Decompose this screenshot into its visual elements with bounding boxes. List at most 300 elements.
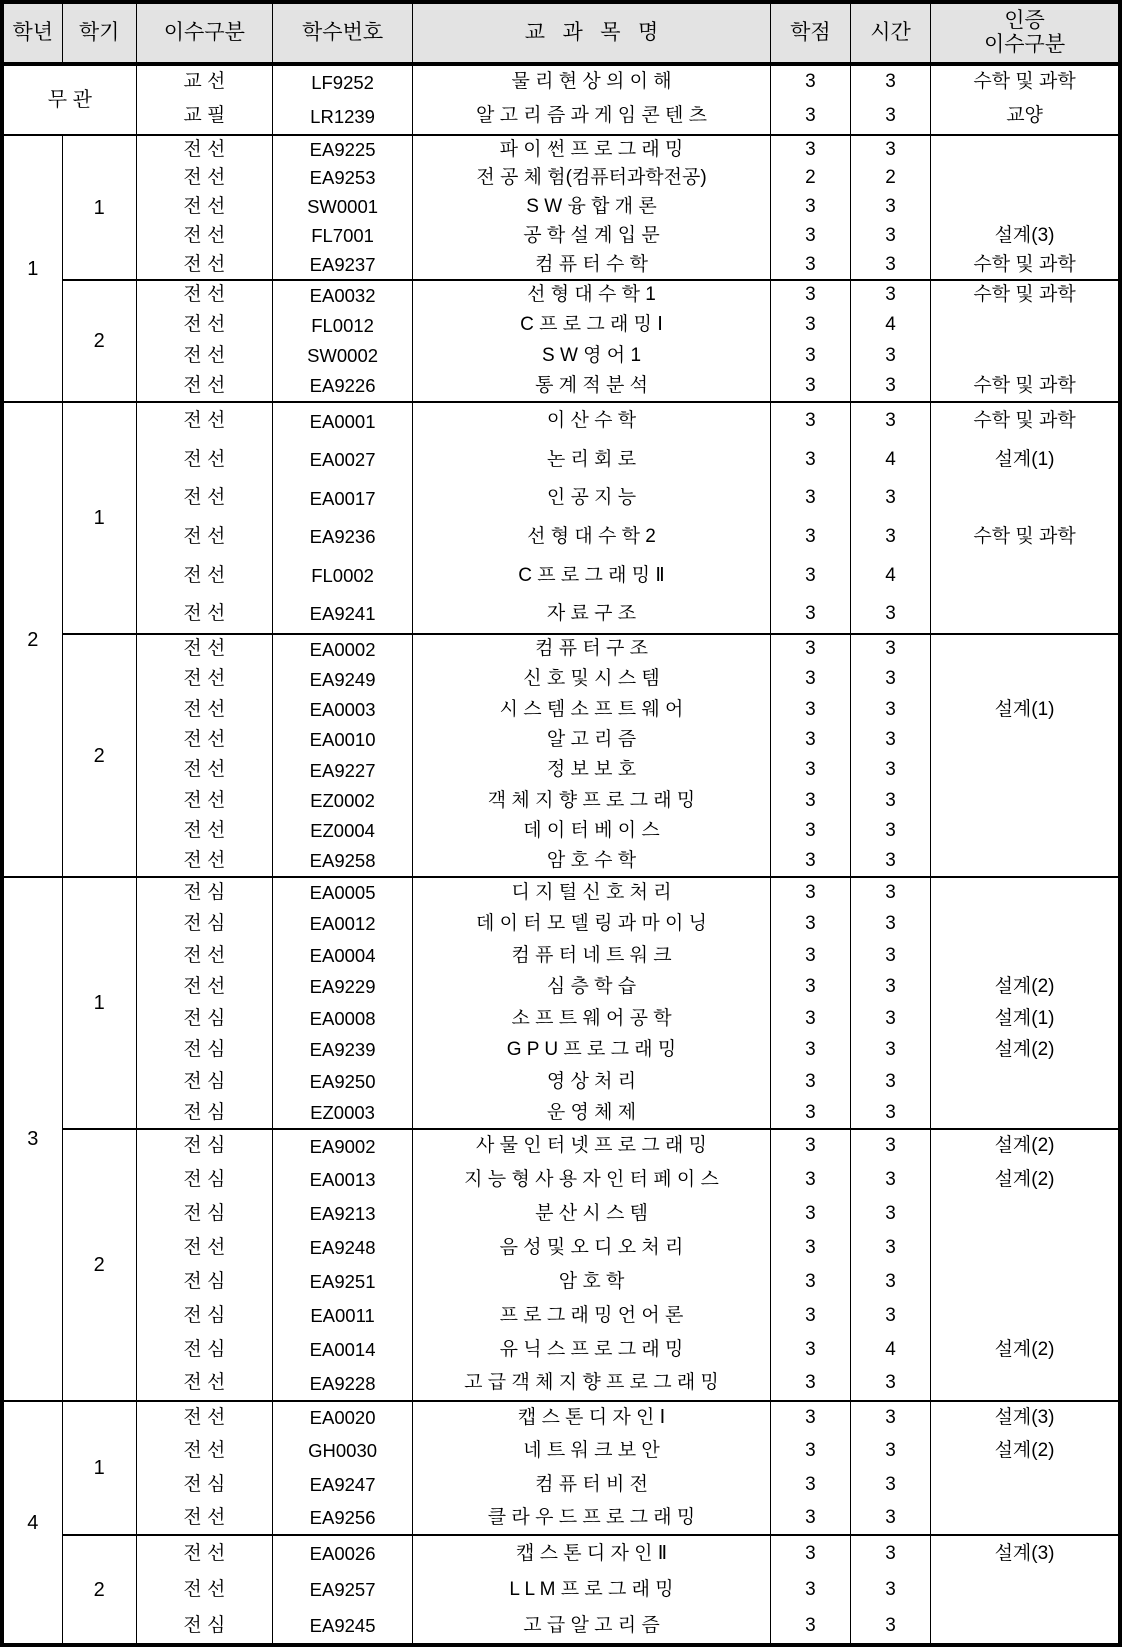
course-row: [2, 402, 1120, 441]
course-row: [2, 251, 1120, 280]
course-credits-cell: 3: [770, 695, 850, 725]
course-hours-cell: 3: [850, 665, 930, 695]
course-hours-cell: 3: [850, 1401, 930, 1435]
course-type-cell: 교 필: [136, 100, 272, 136]
course-hours-cell: 3: [850, 725, 930, 755]
course-hours-cell: 3: [850, 1003, 930, 1035]
course-type-cell: 전 심: [136, 1163, 272, 1197]
course-type-cell: 전 선: [136, 135, 272, 164]
course-hours-cell: 4: [850, 557, 930, 596]
course-title-cell: C 프 로 그 래 밍 Ⅱ: [413, 557, 771, 596]
course-type-cell: 전 심: [136, 877, 272, 909]
course-code-cell: EA9258: [272, 847, 412, 877]
course-row: [2, 1098, 1120, 1130]
course-credits-cell: 3: [770, 816, 850, 846]
course-type-cell: 전 심: [136, 909, 272, 941]
course-cert-cell: 수학 및 과학: [931, 402, 1120, 441]
semester-cell: 2: [62, 634, 136, 877]
course-row: [2, 1572, 1120, 1609]
year-cell: 1: [2, 135, 62, 402]
course-row: [2, 1003, 1120, 1035]
course-title-cell: 신 호 및 시 스 템: [413, 665, 771, 695]
course-code-cell: EA9236: [272, 518, 412, 557]
course-cert-cell: [931, 877, 1120, 909]
course-cert-cell: [931, 725, 1120, 755]
course-cert-cell: 설계(2): [931, 1129, 1120, 1163]
course-cert-cell: 수학 및 과학: [931, 251, 1120, 280]
course-code-cell: EA9229: [272, 972, 412, 1004]
course-cert-cell: 설계(2): [931, 1163, 1120, 1197]
course-cert-cell: 설계(2): [931, 1035, 1120, 1067]
course-hours-cell: 3: [850, 1197, 930, 1231]
course-credits-cell: 3: [770, 1401, 850, 1435]
course-row: [2, 557, 1120, 596]
course-type-cell: 전 선: [136, 341, 272, 372]
course-cert-cell: 설계(2): [931, 972, 1120, 1004]
course-credits-cell: 3: [770, 341, 850, 372]
course-cert-cell: [931, 595, 1120, 634]
year-cell: 4: [2, 1401, 62, 1645]
course-credits-cell: 3: [770, 756, 850, 786]
course-type-cell: 전 선: [136, 695, 272, 725]
course-code-cell: EA0002: [272, 634, 412, 664]
course-title-cell: 논 리 회 로: [413, 441, 771, 480]
course-title-cell: 정 보 보 호: [413, 756, 771, 786]
course-type-cell: 전 선: [136, 372, 272, 403]
course-hours-cell: 3: [850, 1367, 930, 1401]
course-type-cell: 교 선: [136, 64, 272, 100]
course-hours-cell: 3: [850, 100, 930, 136]
course-hours-cell: 4: [850, 441, 930, 480]
course-type-cell: 전 선: [136, 518, 272, 557]
course-title-cell: 네 트 워 크 보 안: [413, 1435, 771, 1469]
course-type-cell: 전 선: [136, 634, 272, 664]
course-code-cell: LR1239: [272, 100, 412, 136]
course-cert-cell: [931, 816, 1120, 846]
course-row: [2, 1502, 1120, 1536]
course-credits-cell: 3: [770, 1035, 850, 1067]
course-credits-cell: 3: [770, 280, 850, 311]
course-type-cell: 전 선: [136, 1572, 272, 1609]
course-cert-cell: 설계(3): [931, 222, 1120, 251]
course-row: [2, 135, 1120, 164]
course-hours-cell: 3: [850, 1535, 930, 1572]
course-title-cell: 클 라 우 드 프 로 그 래 밍: [413, 1502, 771, 1536]
course-type-cell: 전 선: [136, 402, 272, 441]
course-code-cell: SW0001: [272, 193, 412, 222]
course-credits-cell: 3: [770, 1609, 850, 1646]
course-credits-cell: 3: [770, 1367, 850, 1401]
course-title-cell: 컴 퓨 터 수 학: [413, 251, 771, 280]
course-code-cell: EA0032: [272, 280, 412, 311]
course-row: [2, 756, 1120, 786]
course-type-cell: 전 선: [136, 251, 272, 280]
course-cert-cell: [931, 479, 1120, 518]
course-title-cell: 자 료 구 조: [413, 595, 771, 634]
course-row: [2, 786, 1120, 816]
course-cert-cell: [931, 1066, 1120, 1098]
course-row: [2, 518, 1120, 557]
course-code-cell: EA0026: [272, 1535, 412, 1572]
course-row: [2, 222, 1120, 251]
course-title-cell: 심 층 학 습: [413, 972, 771, 1004]
course-title-cell: 암 호 학: [413, 1265, 771, 1299]
course-hours-cell: 3: [850, 1163, 930, 1197]
course-code-cell: EA0020: [272, 1401, 412, 1435]
course-cert-cell: 설계(3): [931, 1401, 1120, 1435]
course-type-cell: 전 선: [136, 479, 272, 518]
course-cert-cell: 설계(1): [931, 1003, 1120, 1035]
course-type-cell: 전 심: [136, 1129, 272, 1163]
course-code-cell: FL0002: [272, 557, 412, 596]
course-title-cell: 물 리 현 상 의 이 해: [413, 64, 771, 100]
course-row: [2, 311, 1120, 342]
course-code-cell: EA9227: [272, 756, 412, 786]
course-type-cell: 전 심: [136, 1468, 272, 1502]
course-type-cell: 전 심: [136, 1333, 272, 1367]
course-hours-cell: 3: [850, 135, 930, 164]
course-code-cell: SW0002: [272, 341, 412, 372]
course-credits-cell: 3: [770, 1003, 850, 1035]
course-type-cell: 전 선: [136, 441, 272, 480]
course-credits-cell: 3: [770, 847, 850, 877]
course-cert-cell: 수학 및 과학: [931, 518, 1120, 557]
course-credits-cell: 3: [770, 1299, 850, 1333]
course-title-cell: 인 공 지 능: [413, 479, 771, 518]
course-title-cell: 분 산 시 스 템: [413, 1197, 771, 1231]
course-hours-cell: 3: [850, 193, 930, 222]
course-cert-cell: [931, 1572, 1120, 1609]
course-row: [2, 595, 1120, 634]
course-hours-cell: 3: [850, 1098, 930, 1130]
course-type-cell: 전 심: [136, 1299, 272, 1333]
course-title-cell: 파 이 썬 프 로 그 래 밍: [413, 135, 771, 164]
course-cert-cell: [931, 1367, 1120, 1401]
course-title-cell: 통 계 적 분 석: [413, 372, 771, 403]
course-type-cell: 전 선: [136, 816, 272, 846]
course-cert-cell: 수학 및 과학: [931, 64, 1120, 100]
course-code-cell: EZ0002: [272, 786, 412, 816]
course-row: [2, 1535, 1120, 1572]
course-code-cell: EA9002: [272, 1129, 412, 1163]
course-credits-cell: 3: [770, 372, 850, 403]
course-code-cell: EA9228: [272, 1367, 412, 1401]
course-code-cell: EA9249: [272, 665, 412, 695]
course-credits-cell: 3: [770, 441, 850, 480]
course-cert-cell: [931, 135, 1120, 164]
course-row: [2, 1299, 1120, 1333]
course-row: [2, 1401, 1120, 1435]
course-code-cell: EZ0003: [272, 1098, 412, 1130]
course-hours-cell: 3: [850, 877, 930, 909]
course-row: [2, 441, 1120, 480]
semester-cell: 1: [62, 135, 136, 280]
course-code-cell: FL7001: [272, 222, 412, 251]
course-row: [2, 1468, 1120, 1502]
course-code-cell: EA0004: [272, 940, 412, 972]
course-title-cell: S W 융 합 개 론: [413, 193, 771, 222]
course-hours-cell: 3: [850, 1265, 930, 1299]
course-type-cell: 전 선: [136, 1231, 272, 1265]
course-hours-cell: 3: [850, 816, 930, 846]
course-credits-cell: 3: [770, 1163, 850, 1197]
course-hours-cell: 3: [850, 756, 930, 786]
course-code-cell: EA0027: [272, 441, 412, 480]
course-table-body: [2, 64, 1120, 1645]
course-row: [2, 972, 1120, 1004]
course-row: [2, 341, 1120, 372]
course-row: [2, 847, 1120, 877]
course-credits-cell: 3: [770, 479, 850, 518]
course-code-cell: EA0005: [272, 877, 412, 909]
course-type-cell: 전 선: [136, 1401, 272, 1435]
col-header-type: 이수구분: [136, 2, 272, 64]
col-header-code: 학수번호: [272, 2, 412, 64]
course-type-cell: 전 선: [136, 665, 272, 695]
course-code-cell: EA9247: [272, 1468, 412, 1502]
course-credits-cell: 3: [770, 135, 850, 164]
course-type-cell: 전 선: [136, 1367, 272, 1401]
course-hours-cell: 3: [850, 634, 930, 664]
course-cert-cell: [931, 634, 1120, 664]
course-code-cell: EA9239: [272, 1035, 412, 1067]
course-cert-cell: [931, 1299, 1120, 1333]
course-hours-cell: 3: [850, 595, 930, 634]
course-hours-cell: 3: [850, 1231, 930, 1265]
course-title-cell: 선 형 대 수 학 2: [413, 518, 771, 557]
course-type-cell: 전 심: [136, 1609, 272, 1646]
course-row: [2, 1066, 1120, 1098]
course-type-cell: 전 선: [136, 1435, 272, 1469]
course-type-cell: 전 선: [136, 940, 272, 972]
course-credits-cell: 2: [770, 164, 850, 193]
course-title-cell: 컴 퓨 터 구 조: [413, 634, 771, 664]
course-code-cell: EA9253: [272, 164, 412, 193]
course-code-cell: GH0030: [272, 1435, 412, 1469]
course-hours-cell: 3: [850, 847, 930, 877]
col-header-title: 교 과 목 명: [413, 2, 771, 64]
course-row: [2, 193, 1120, 222]
course-cert-cell: 설계(3): [931, 1535, 1120, 1572]
course-title-cell: 데 이 터 베 이 스: [413, 816, 771, 846]
course-credits-cell: 3: [770, 1333, 850, 1367]
course-title-cell: 시 스 템 소 프 트 웨 어: [413, 695, 771, 725]
course-row: [2, 1609, 1120, 1646]
course-hours-cell: 4: [850, 311, 930, 342]
course-cert-cell: [931, 193, 1120, 222]
course-hours-cell: 3: [850, 251, 930, 280]
course-row: [2, 909, 1120, 941]
course-title-cell: 디 지 털 신 호 처 리: [413, 877, 771, 909]
course-credits-cell: 3: [770, 222, 850, 251]
course-credits-cell: 3: [770, 725, 850, 755]
course-credits-cell: 3: [770, 1197, 850, 1231]
course-hours-cell: 3: [850, 940, 930, 972]
course-type-cell: 전 선: [136, 193, 272, 222]
course-hours-cell: 3: [850, 1035, 930, 1067]
course-code-cell: EA0014: [272, 1333, 412, 1367]
course-hours-cell: 3: [850, 402, 930, 441]
course-hours-cell: 3: [850, 280, 930, 311]
course-row: [2, 695, 1120, 725]
course-title-cell: 캡 스 톤 디 자 인 Ⅱ: [413, 1535, 771, 1572]
year-cell: 2: [2, 402, 62, 877]
course-title-cell: 암 호 수 학: [413, 847, 771, 877]
course-row: [2, 100, 1120, 136]
course-code-cell: FL0012: [272, 311, 412, 342]
course-credits-cell: 3: [770, 100, 850, 136]
course-credits-cell: 3: [770, 1265, 850, 1299]
course-type-cell: 전 심: [136, 1197, 272, 1231]
year-cell: 무 관: [2, 64, 136, 135]
course-credits-cell: 3: [770, 909, 850, 941]
course-credits-cell: 3: [770, 1098, 850, 1130]
col-header-year: 학년: [2, 2, 62, 64]
course-type-cell: 전 선: [136, 786, 272, 816]
course-type-cell: 전 선: [136, 1535, 272, 1572]
course-type-cell: 전 심: [136, 1066, 272, 1098]
semester-cell: 2: [62, 280, 136, 402]
course-hours-cell: 3: [850, 786, 930, 816]
course-cert-cell: 설계(1): [931, 441, 1120, 480]
course-hours-cell: 3: [850, 1066, 930, 1098]
semester-cell: 1: [62, 1401, 136, 1535]
course-row: [2, 1265, 1120, 1299]
course-code-cell: EA0013: [272, 1163, 412, 1197]
course-row: [2, 64, 1120, 100]
course-title-cell: 영 상 처 리: [413, 1066, 771, 1098]
course-credits-cell: 3: [770, 634, 850, 664]
course-cert-cell: [931, 847, 1120, 877]
course-cert-cell: [931, 1197, 1120, 1231]
course-title-cell: 알 고 리 즘 과 게 임 콘 텐 츠: [413, 100, 771, 136]
course-cert-cell: [931, 1098, 1120, 1130]
course-cert-cell: [931, 1231, 1120, 1265]
course-code-cell: LF9252: [272, 64, 412, 100]
course-type-cell: 전 선: [136, 725, 272, 755]
course-credits-cell: 3: [770, 972, 850, 1004]
course-cert-cell: [931, 164, 1120, 193]
course-row: [2, 479, 1120, 518]
course-title-cell: 지 능 형 사 용 자 인 터 페 이 스: [413, 1163, 771, 1197]
course-cert-cell: 수학 및 과학: [931, 372, 1120, 403]
course-row: [2, 725, 1120, 755]
col-header-cert: [931, 2, 1120, 64]
course-code-cell: EA9213: [272, 1197, 412, 1231]
course-cert-cell: [931, 940, 1120, 972]
course-type-cell: 전 심: [136, 1098, 272, 1130]
course-code-cell: EA9245: [272, 1609, 412, 1646]
course-cert-cell: [931, 1468, 1120, 1502]
course-credits-cell: 3: [770, 193, 850, 222]
course-code-cell: EA9251: [272, 1265, 412, 1299]
course-title-cell: 소 프 트 웨 어 공 학: [413, 1003, 771, 1035]
course-title-cell: 음 성 및 오 디 오 처 리: [413, 1231, 771, 1265]
course-credits-cell: 3: [770, 1572, 850, 1609]
course-title-cell: 사 물 인 터 넷 프 로 그 래 밍: [413, 1129, 771, 1163]
course-code-cell: EA9226: [272, 372, 412, 403]
course-title-cell: C 프 로 그 래 밍 Ⅰ: [413, 311, 771, 342]
course-row: [2, 1435, 1120, 1469]
course-cert-cell: 설계(1): [931, 695, 1120, 725]
course-row: [2, 1231, 1120, 1265]
course-title-cell: 컴 퓨 터 네 트 워 크: [413, 940, 771, 972]
year-cell: 3: [2, 877, 62, 1401]
course-code-cell: EA0012: [272, 909, 412, 941]
course-credits-cell: 3: [770, 557, 850, 596]
course-type-cell: 전 선: [136, 280, 272, 311]
course-title-cell: 유 닉 스 프 로 그 래 밍: [413, 1333, 771, 1367]
course-hours-cell: 2: [850, 164, 930, 193]
course-credits-cell: 3: [770, 1231, 850, 1265]
course-type-cell: 전 심: [136, 1035, 272, 1067]
cert-header-line2: 이수구분: [983, 33, 1066, 56]
course-type-cell: 전 선: [136, 847, 272, 877]
course-cert-cell: [931, 1502, 1120, 1536]
course-code-cell: EA9256: [272, 1502, 412, 1536]
course-type-cell: 전 선: [136, 311, 272, 342]
course-type-cell: 전 선: [136, 164, 272, 193]
course-code-cell: EA9257: [272, 1572, 412, 1609]
course-type-cell: 전 선: [136, 595, 272, 634]
course-title-cell: 고 급 알 고 리 즘: [413, 1609, 771, 1646]
course-cert-cell: [931, 756, 1120, 786]
course-credits-cell: 3: [770, 518, 850, 557]
col-header-hours: 시간: [850, 2, 930, 64]
course-cert-cell: [931, 341, 1120, 372]
course-type-cell: 전 심: [136, 1265, 272, 1299]
course-cert-cell: [931, 786, 1120, 816]
course-title-cell: 공 학 설 계 입 문: [413, 222, 771, 251]
course-code-cell: EA0010: [272, 725, 412, 755]
header-row: [2, 2, 1120, 64]
course-credits-cell: 3: [770, 786, 850, 816]
course-cert-cell: [931, 1265, 1120, 1299]
semester-cell: 2: [62, 1535, 136, 1645]
course-credits-cell: 3: [770, 1468, 850, 1502]
course-type-cell: 전 선: [136, 972, 272, 1004]
course-cert-cell: 수학 및 과학: [931, 280, 1120, 311]
course-credits-cell: 3: [770, 1066, 850, 1098]
course-code-cell: EA0001: [272, 402, 412, 441]
course-code-cell: EA9250: [272, 1066, 412, 1098]
course-cert-cell: [931, 557, 1120, 596]
course-title-cell: S W 영 어 1: [413, 341, 771, 372]
course-title-cell: 선 형 대 수 학 1: [413, 280, 771, 311]
course-code-cell: EA0017: [272, 479, 412, 518]
course-code-cell: EA0011: [272, 1299, 412, 1333]
course-title-cell: 알 고 리 즘: [413, 725, 771, 755]
course-cert-cell: 설계(2): [931, 1435, 1120, 1469]
course-row: [2, 1163, 1120, 1197]
course-row: [2, 1035, 1120, 1067]
course-title-cell: 데 이 터 모 델 링 과 마 이 닝: [413, 909, 771, 941]
course-credits-cell: 3: [770, 64, 850, 100]
course-credits-cell: 3: [770, 1435, 850, 1469]
course-hours-cell: 3: [850, 1572, 930, 1609]
course-hours-cell: 3: [850, 372, 930, 403]
course-code-cell: EZ0004: [272, 816, 412, 846]
semester-cell: 2: [62, 1129, 136, 1401]
course-code-cell: EA9241: [272, 595, 412, 634]
course-hours-cell: 3: [850, 64, 930, 100]
course-hours-cell: 4: [850, 1333, 930, 1367]
course-credits-cell: 3: [770, 251, 850, 280]
course-row: [2, 940, 1120, 972]
course-code-cell: EA9237: [272, 251, 412, 280]
course-cert-cell: [931, 311, 1120, 342]
course-hours-cell: 3: [850, 222, 930, 251]
